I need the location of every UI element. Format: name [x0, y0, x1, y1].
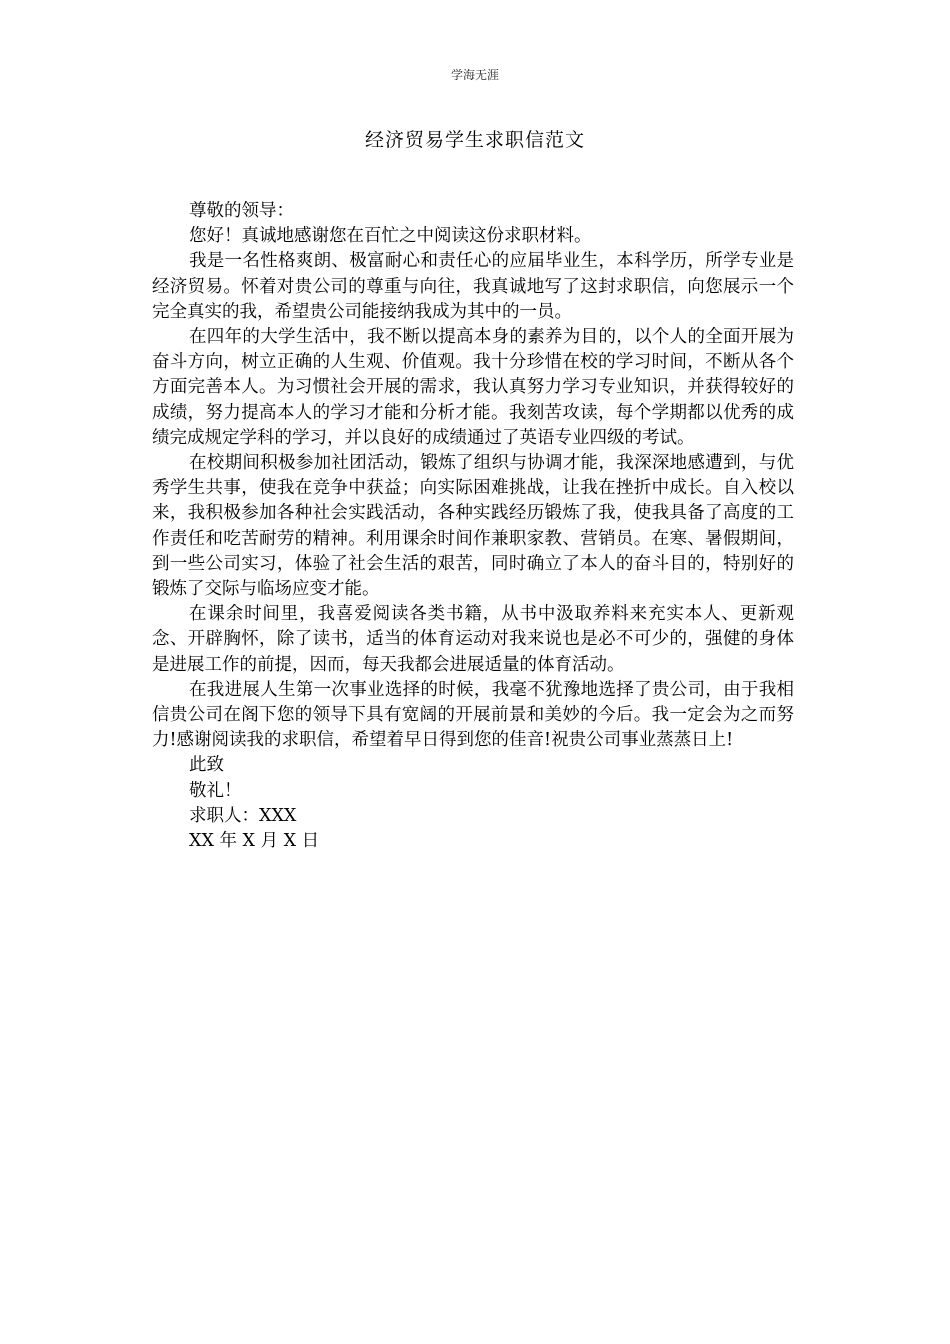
paragraph-activities: 在校期间积极参加社团活动，锻炼了组织与协调才能，我深深地感遭到，与优秀学生共事，使我在竞争中获益；向实际困难挑战，让我在挫折中成长。自入校以来，我积极参加各种社会实践活动，各种实践经历锻炼了我，使我具备了高度的工作责任和吃苦耐劳的精神。利用课余时间作兼职家教、营销员。在寒、暑假期间，到一些公司实习，体验了社会生活的艰苦，同时确立了本人的奋斗目的，特别好的锻炼了交际与临场应变才能。	[152, 453, 794, 600]
closing-line-1: 此致	[189, 755, 224, 776]
paragraph-study: 在四年的大学生活中，我不断以提高本身的素养为目的，以个人的全面开展为奋斗方向，树立正确的人生观、价值观。我十分珍惜在校的学习时间，不断从各个方面完善本人。为习惯社会开展的需求，我认真努力学习专业知识，并获得较好的成绩，努力提高本人的学习才能和分析才能。我刻苦攻读，每个学期都以优秀的成绩完成规定学科的学习，并以良好的成绩通过了英语专业四级的考试。	[152, 327, 794, 448]
signature: 求职人：XXX	[189, 805, 297, 826]
document-title: 经济贸易学生求职信范文	[364, 129, 585, 151]
date: XX 年 X 月 X 日	[189, 831, 320, 852]
paragraph-intro: 我是一名性格爽朗、极富耐心和责任心的应届毕业生，本科学历，所学专业是经济贸易。怀着对贵公司的尊重与向往，我真诚地写了这封求职信，向您展示一个完全真实的我，希望贵公司能接纳我成为其中的一员。	[152, 251, 794, 322]
paragraph-greeting: 您好！真诚地感谢您在百忙之中阅读这份求职材料。	[189, 226, 592, 247]
salutation: 尊敬的领导：	[189, 201, 294, 221]
paragraph-hobbies: 在课余时间里，我喜爱阅读各类书籍，从书中汲取养料来充实本人、更新观念、开辟胸怀，除了读书，适当的体育运动对我来说也是必不可少的，强健的身体是进展工作的前提，因而，每天我都会进展适量的体育活动。	[152, 604, 794, 675]
closing-line-2: 敬礼！	[189, 780, 242, 801]
letter-body	[152, 199, 794, 854]
page-header: 学海无涯	[450, 68, 499, 82]
paragraph-conclusion: 在我进展人生第一次事业选择的时候，我毫不犹豫地选择了贵公司，由于我相信贵公司在阁下您的领导下具有宽阔的开展前景和美妙的今后。我一定会为之而努力!感谢阅读我的求职信，希望着早日得到您的佳音!祝贵公司事业蒸蒸日上!	[152, 679, 794, 751]
